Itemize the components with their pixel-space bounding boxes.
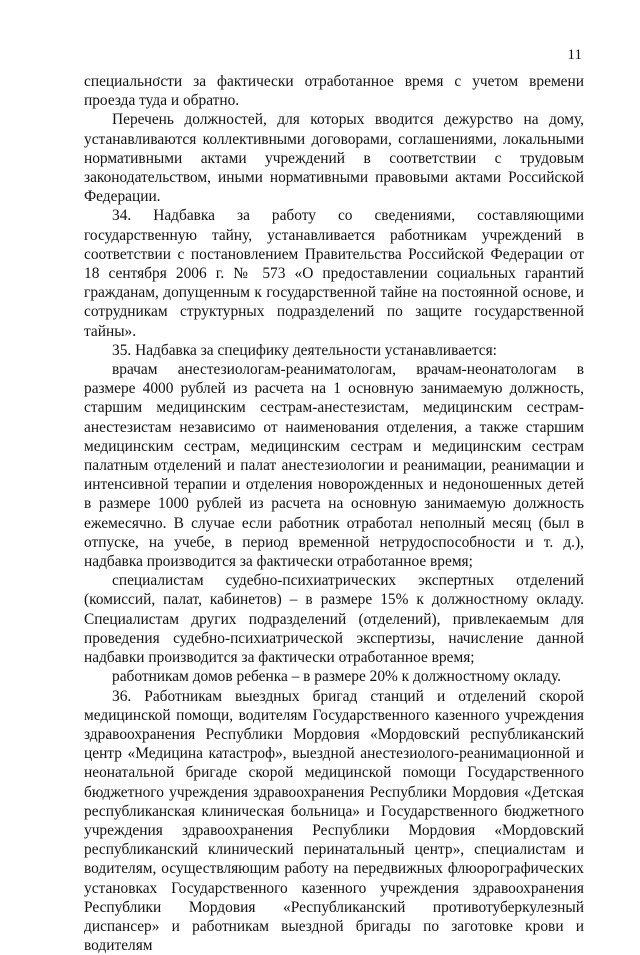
document-body [84,72,584,955]
paragraph-continuation: специальности за фактически отработанное время с учетом времени проезда туда и обратно. [84,72,584,110]
paragraph-36: 36. Работникам выездных бригад станций и отделений скорой медицинской помощи, водителям Государственного казенного учреждения здравоохранения Республики Мордовия «Мордовский республиканский центр «Медицина катастроф», выездной анестезиолого-реанимационной и неонатальной бригаде скорой медицинской помощи Государственного бюджетного учреждения здравоохранения Республики Мордовия «Детская республиканская клиническая больница» и Государственного бюджетного учреждения здравоохранения Республики Мордовия «Мордовский республиканский клинический перинатальный центр», специалистам и водителям, осуществляющим работу на передвижных флюорографических установках Государственного казенного учреждения здравоохранения Республики Мордовия «Республиканский противотуберкулезный диспансер» и работникам выездной бригады по заготовке крови и водителям [84,687,584,955]
paragraph-35-anesthesiologists: врачам анестезиологам-реаниматологам, врачам-неонатологам в размере 4000 рублей из расчета на 1 основную занимаемую должность, старшим медицинским сестрам-анестезистам, медицинским сестрам-анестезистам независимо от наименования отделения, а также старшим медицинским сестрам, медицинским сестрам и медицинским сестрам палатным отделений и палат анестезиологии и реанимации, реанимации и интенсивной терапии и отделения новорожденных и недоношенных детей в размере 1000 рублей из расчета на основную занимаемую должность ежемесячно. В случае если работник отработал неполный месяц (был в отпуске, на учебе, в период временной нетрудоспособности и т. д.), надбавка производится за фактически отработанное время; [84,360,584,571]
page-number: 11 [568,46,582,64]
paragraph-35: 35. Надбавка за специфику деятельности устанавливается: [84,341,584,360]
paragraph-35-childrens-homes: работникам домов ребенка – в размере 20% к должностному окладу. [84,667,584,686]
paragraph-duty-list: Перечень должностей, для которых вводится дежурство на дому, устанавливаются коллективными договорами, соглашениями, локальными нормативными актами учреждений в соответствии с трудовым законодательством, иными нормативными правовыми актами Российской Федерации. [84,110,584,206]
paragraph-35-forensic-specialists: специалистам судебно-психиатрических экспертных отделений (комиссий, палат, кабинетов) – в размере 15% к должностному окладу. Специалистам других подразделений (отделений), привлекаемым для проведения судебно-психиатрической экспертизы, начисление данной надбавки производится за фактически отработанное время; [84,571,584,667]
paragraph-34: 34. Надбавка за работу со сведениями, составляющими государственную тайну, устанавливается работникам учреждений в соответствии с постановлением Правительства Российской Федерации от 18 сентября 2006 г. № 573 «О предоставлении социальных гарантий гражданам, допущенным к государственной тайне на постоянной основе, и сотрудникам структурных подразделений по защите государственной тайны». [84,206,584,340]
